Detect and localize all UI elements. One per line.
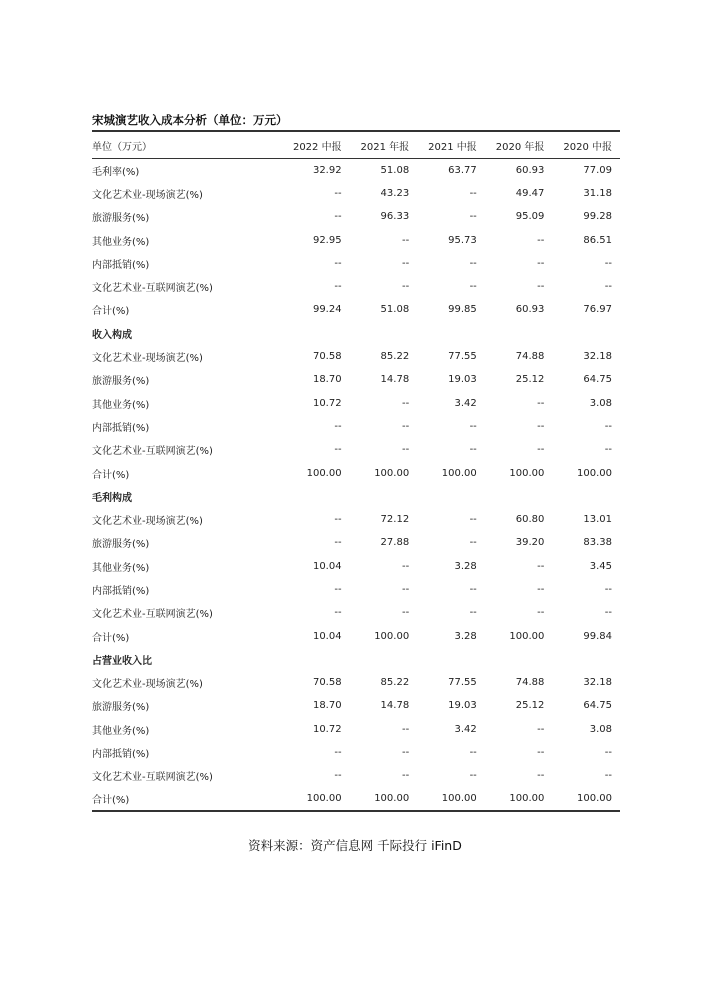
value-cell: 13.01 [583,514,612,526]
value-cell: 51.08 [380,304,410,316]
value-cell: -- [469,211,477,223]
table-row [92,624,620,647]
value-cell: -- [334,514,342,526]
value-cell: -- [469,444,477,456]
value-cell: 100.00 [374,467,410,479]
value-cell: 72.12 [380,514,410,526]
value-cell: -- [401,770,410,782]
value-cell: -- [537,257,545,269]
value-cell: 10.72 [312,723,342,735]
table-row [92,461,620,484]
value-cell: -- [334,607,342,619]
section-title: 毛利构成 [92,492,132,504]
value-cell: 99.84 [583,630,612,642]
value-cell: 83.38 [583,537,612,549]
value-cell: -- [401,560,410,572]
value-cell [485,485,553,508]
value-cell: 96.33 [380,211,410,223]
value-cell: 3.42 [454,397,477,409]
row-label: 毛利率(%) [92,166,140,178]
value-cell: 100.00 [441,793,477,805]
value-cell: -- [469,420,477,432]
header-2021-annual: 2021 年报 [360,141,410,153]
table-row [92,368,620,391]
value-cell: -- [334,187,342,199]
value-cell: -- [401,397,410,409]
value-cell: 86.51 [583,234,612,246]
header-2020-annual: 2020 年报 [495,141,545,153]
value-cell: -- [537,747,545,759]
table-row [92,228,620,251]
row-label: 文化艺术业-现场演艺(%) [92,516,203,528]
value-cell [282,485,350,508]
value-cell: 74.88 [515,677,545,689]
value-cell: -- [469,747,477,759]
table-row [92,182,620,205]
value-cell: -- [604,444,612,456]
value-cell: -- [469,187,477,199]
value-cell: -- [401,747,410,759]
value-cell: -- [401,583,410,595]
value-cell: 19.03 [448,700,477,712]
value-cell: -- [469,257,477,269]
value-cell: 70.58 [312,351,342,363]
value-cell: -- [469,583,477,595]
table-row [92,415,620,438]
value-cell: 25.12 [515,700,545,712]
value-cell: -- [537,444,545,456]
row-label: 旅游服务(%) [92,213,150,225]
value-cell: 99.28 [583,211,612,223]
row-label: 其他业务(%) [92,236,150,248]
value-cell: 3.28 [454,560,477,572]
value-cell: -- [334,257,342,269]
value-cell [417,648,485,671]
section-title: 占营业收入比 [92,655,152,667]
source-note: 资料来源：资产信息网 千际投行 iFinD [248,838,462,853]
section-row [92,648,620,671]
value-cell: 64.75 [583,700,612,712]
value-cell: -- [334,211,342,223]
value-cell: 3.08 [589,397,612,409]
value-cell: -- [334,770,342,782]
value-cell: 39.20 [515,537,545,549]
row-label: 文化艺术业-互联网演艺(%) [92,283,213,295]
value-cell: 76.97 [583,304,612,316]
table-row [92,205,620,228]
value-cell: 14.78 [380,700,410,712]
value-cell: 19.03 [448,374,477,386]
table-row [92,345,620,368]
value-cell: -- [401,444,410,456]
table-row [92,275,620,298]
value-cell: -- [334,444,342,456]
table-row [92,391,620,414]
value-cell: 100.00 [374,630,410,642]
value-cell: -- [604,420,612,432]
value-cell: 10.04 [312,630,342,642]
value-cell: -- [537,607,545,619]
table-body [92,159,620,811]
value-cell: 10.04 [312,560,342,572]
value-cell: 27.88 [380,537,410,549]
value-cell [552,322,620,345]
value-cell: -- [604,257,612,269]
row-label: 旅游服务(%) [92,539,150,551]
value-cell [350,485,418,508]
table-row [92,578,620,601]
table-row [92,694,620,717]
value-cell: -- [604,770,612,782]
value-cell: -- [469,607,477,619]
header-2021-interim: 2021 中报 [428,141,477,153]
row-label: 合计(%) [92,306,130,318]
value-cell [282,322,350,345]
value-cell: -- [537,723,545,735]
header-2020-interim: 2020 中报 [563,141,612,153]
value-cell [485,322,553,345]
row-label: 文化艺术业-现场演艺(%) [92,353,203,365]
value-cell: 77.09 [583,164,612,176]
value-cell: 99.24 [312,304,342,316]
row-label: 合计(%) [92,795,130,807]
value-cell: -- [401,607,410,619]
value-cell: 92.95 [312,234,342,246]
section-row [92,485,620,508]
value-cell: -- [604,281,612,293]
value-cell: 100.00 [374,793,410,805]
value-cell: 43.23 [380,187,410,199]
table-row [92,764,620,787]
row-label: 文化艺术业-互联网演艺(%) [92,446,213,458]
header-unit: 单位（万元） [92,141,152,153]
row-label: 其他业务(%) [92,562,150,574]
value-cell: 49.47 [515,187,545,199]
value-cell: -- [334,537,342,549]
value-cell: 100.00 [509,793,545,805]
value-cell: 60.93 [515,164,545,176]
table-row [92,671,620,694]
value-cell [282,648,350,671]
value-cell: 77.55 [448,351,477,363]
value-cell: 70.58 [312,677,342,689]
table-row [92,252,620,275]
table-row [92,438,620,461]
value-cell: -- [604,583,612,595]
value-cell: -- [401,234,410,246]
value-cell: 63.77 [448,164,477,176]
cost-analysis-table [92,130,620,812]
value-cell: 25.12 [515,374,545,386]
value-cell: -- [537,583,545,595]
value-cell [552,648,620,671]
value-cell: 31.18 [583,187,612,199]
value-cell: 32.18 [583,351,612,363]
value-cell: -- [537,560,545,572]
row-label: 文化艺术业-现场演艺(%) [92,189,203,201]
header-2022-interim: 2022 中报 [292,141,342,153]
value-cell: 18.70 [312,700,342,712]
value-cell: 18.70 [312,374,342,386]
value-cell: 100.00 [509,467,545,479]
value-cell: 10.72 [312,397,342,409]
table-title: 宋城演艺收入成本分析（单位：万元） [92,113,288,127]
table-row [92,298,620,321]
value-cell: -- [401,281,410,293]
value-cell: 32.18 [583,677,612,689]
value-cell: 77.55 [448,677,477,689]
value-cell: 64.75 [583,374,612,386]
row-label: 合计(%) [92,632,130,644]
value-cell: -- [334,281,342,293]
table-header [92,131,620,159]
value-cell: 3.42 [454,723,477,735]
row-label: 合计(%) [92,469,130,481]
row-label: 其他业务(%) [92,399,150,411]
value-cell [350,322,418,345]
row-label: 文化艺术业-互联网演艺(%) [92,772,213,784]
value-cell: 32.92 [312,164,342,176]
value-cell: 3.08 [589,723,612,735]
value-cell: -- [537,770,545,782]
value-cell: -- [537,281,545,293]
row-label: 内部抵销(%) [92,749,150,761]
row-label: 其他业务(%) [92,725,150,737]
value-cell: -- [604,747,612,759]
section-title: 收入构成 [92,329,132,341]
row-label: 旅游服务(%) [92,702,150,714]
row-label: 内部抵销(%) [92,259,150,271]
value-cell: 85.22 [380,677,410,689]
value-cell: 100.00 [509,630,545,642]
value-cell: -- [469,281,477,293]
row-label: 旅游服务(%) [92,376,150,388]
row-label: 文化艺术业-互联网演艺(%) [92,609,213,621]
value-cell: 3.45 [589,560,612,572]
value-cell: 74.88 [515,351,545,363]
value-cell: 100.00 [306,793,342,805]
value-cell: 95.09 [515,211,545,223]
table-row [92,555,620,578]
header-row [92,131,620,159]
row-label: 内部抵销(%) [92,422,150,434]
row-label: 文化艺术业-现场演艺(%) [92,679,203,691]
value-cell: 99.85 [448,304,477,316]
table-row [92,159,620,182]
value-cell: 60.80 [515,514,545,526]
table-row [92,531,620,554]
row-label: 内部抵销(%) [92,585,150,597]
table-row [92,788,620,811]
value-cell: -- [401,257,410,269]
value-cell [417,485,485,508]
value-cell: -- [401,723,410,735]
value-cell: -- [334,583,342,595]
value-cell: 3.28 [454,630,477,642]
table-row [92,741,620,764]
value-cell: -- [334,747,342,759]
document-body [92,110,620,812]
value-cell: -- [537,420,545,432]
value-cell: 95.73 [448,234,477,246]
value-cell: 85.22 [380,351,410,363]
value-cell [350,648,418,671]
value-cell: 100.00 [441,467,477,479]
value-cell: -- [401,420,410,432]
table-row [92,508,620,531]
value-cell: -- [469,514,477,526]
value-cell: 100.00 [577,467,612,479]
value-cell: 100.00 [577,793,612,805]
value-cell [417,322,485,345]
table-row [92,718,620,741]
value-cell: -- [537,234,545,246]
value-cell: -- [469,537,477,549]
value-cell [485,648,553,671]
value-cell: -- [604,607,612,619]
value-cell: -- [469,770,477,782]
value-cell: -- [334,420,342,432]
value-cell: 51.08 [380,164,410,176]
value-cell: 14.78 [380,374,410,386]
section-row [92,322,620,345]
value-cell: 60.93 [515,304,545,316]
value-cell [552,485,620,508]
value-cell: 100.00 [306,467,342,479]
value-cell: -- [537,397,545,409]
table-row [92,601,620,624]
